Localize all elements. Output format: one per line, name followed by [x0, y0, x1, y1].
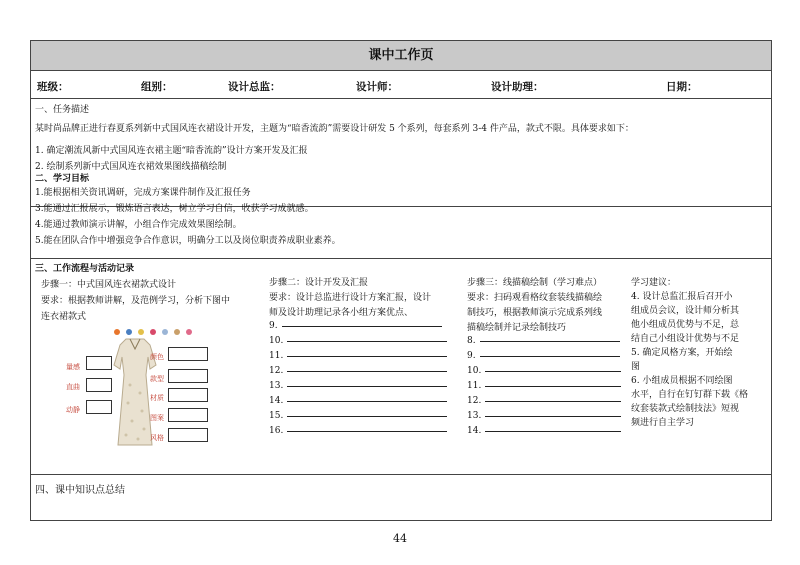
- record-line-number: 13.: [467, 411, 482, 421]
- task-intro: 某时尚品牌正进行春夏系列新中式国风连衣裙设计开发，主题为“暗香流韵”需要设计研发 5 个系列，每套系列 3-4 件产品，款式不限。具体要求如下：: [35, 124, 634, 134]
- tips-line: 6. 小组成员根据不同绘图: [631, 376, 733, 386]
- step1-requirement: 要求：根据教师讲解，及范例学习，分析下图中: [41, 296, 231, 306]
- attribute-input-box[interactable]: [168, 347, 208, 361]
- record-line-number: 9.: [269, 321, 278, 331]
- attribute-label: 款型: [150, 375, 164, 383]
- record-line-number: 10.: [269, 336, 284, 346]
- record-line-number: 15.: [269, 411, 284, 421]
- attribute-label: 颜色: [150, 353, 164, 361]
- record-blank-line[interactable]: [287, 340, 447, 342]
- section-heading: 四、课中知识点总结: [35, 485, 125, 496]
- goal-item: 5.能在团队合作中增强竞争合作意识，明确分工以及岗位职责养成职业素养。: [35, 236, 341, 246]
- step3-requirement: 描稿绘制并记录绘制技巧: [467, 323, 567, 333]
- color-swatch: [186, 329, 192, 335]
- step3-requirement: 要求：扫码观看格纹套装线描稿绘: [467, 293, 603, 303]
- attribute-label: 图案: [150, 414, 164, 422]
- record-line-number: 13.: [269, 381, 284, 391]
- learning-goals-section: [31, 169, 771, 259]
- record-blank-line[interactable]: [282, 325, 442, 327]
- tips-line: 他小组成员优势与不足，总: [631, 320, 740, 330]
- record-line-number: 12.: [467, 396, 482, 406]
- knowledge-summary-section: [31, 475, 771, 521]
- record-blank-line[interactable]: [485, 385, 621, 387]
- record-line-number: 12.: [269, 366, 284, 376]
- tips-line: 图: [631, 362, 641, 372]
- record-blank-line[interactable]: [480, 355, 620, 357]
- color-swatch: [174, 329, 180, 335]
- record-line-number: 9.: [467, 351, 476, 361]
- section-heading: 三、工作流程与活动记录: [35, 264, 135, 274]
- attribute-input-box[interactable]: [168, 428, 208, 442]
- design-assistant-field: 设计助理：: [491, 81, 544, 93]
- attribute-input-box[interactable]: [86, 356, 112, 370]
- record-blank-line[interactable]: [485, 400, 621, 402]
- section-heading: 二、学习目标: [35, 174, 90, 184]
- record-blank-line[interactable]: [287, 370, 447, 372]
- attribute-label: 直曲: [66, 383, 80, 391]
- attribute-label: 风格: [150, 434, 164, 442]
- attribute-input-box[interactable]: [86, 378, 112, 392]
- tips-line: 频进行自主学习: [631, 418, 695, 428]
- record-line-number: 8.: [467, 336, 476, 346]
- task-item: 2. 绘制系列新中式国风连衣裙效果图线描稿绘制: [35, 162, 227, 172]
- attribute-label: 动静: [66, 406, 80, 414]
- worksheet-title: 课中工作页: [31, 41, 771, 71]
- step2-title: 步骤二：设计开发及汇报: [269, 278, 369, 288]
- record-blank-line[interactable]: [485, 415, 621, 417]
- attribute-input-box[interactable]: [168, 408, 208, 422]
- date-field: 日期：: [666, 81, 698, 93]
- record-blank-line[interactable]: [287, 355, 447, 357]
- record-line-number: 11.: [467, 381, 482, 391]
- record-line-number: 14.: [269, 396, 284, 406]
- tips-line: 水平，自行在钉钉群下载《格: [631, 390, 749, 400]
- record-blank-line[interactable]: [485, 430, 621, 432]
- task-item: 1. 确定潮流风新中式国风连衣裙主题“暗香流韵”设计方案开发及汇报: [35, 146, 308, 156]
- tips-line: 4. 设计总监汇报后召开小: [631, 292, 733, 302]
- attribute-input-box[interactable]: [86, 400, 112, 414]
- designer-field: 设计师：: [356, 81, 398, 93]
- attribute-label: 量感: [66, 363, 80, 371]
- step2-requirement: 要求：设计总监进行设计方案汇报，设计: [269, 293, 432, 303]
- tips-title: 学习建议：: [631, 278, 677, 288]
- design-director-field: 设计总监：: [228, 81, 281, 93]
- record-line-number: 16.: [269, 426, 284, 436]
- step2-requirement: 师及设计助理记录各小组方案优点、: [269, 308, 414, 318]
- class-field: 班级：: [37, 81, 69, 93]
- record-blank-line[interactable]: [480, 340, 620, 342]
- tips-line: 5. 确定风格方案，开始绘: [631, 348, 733, 358]
- step3-requirement: 制技巧，根据教师演示完成系列线: [467, 308, 603, 318]
- attribute-label: 材质: [150, 394, 164, 402]
- goal-item: 1.能根据相关资讯调研，完成方案课件制作及汇报任务: [35, 188, 251, 198]
- info-row: [31, 71, 771, 99]
- record-line-number: 11.: [269, 351, 284, 361]
- goal-item: 3.能通过汇报展示，锻炼语言表达，树立学习自信，收获学习成就感。: [35, 204, 314, 214]
- record-blank-line[interactable]: [485, 370, 621, 372]
- record-blank-line[interactable]: [287, 430, 447, 432]
- worksheet-table: [30, 40, 772, 521]
- tips-line: 纹套装款式绘制技法》短视: [631, 404, 740, 414]
- record-line-number: 10.: [467, 366, 482, 376]
- goal-item: 4.能通过教师演示讲解，小组合作完成效果图绘制。: [35, 220, 242, 230]
- record-blank-line[interactable]: [287, 400, 447, 402]
- step1-title: 步骤一：中式国风连衣裙款式设计: [41, 280, 177, 290]
- group-field: 组别：: [141, 81, 173, 93]
- record-line-number: 14.: [467, 426, 482, 436]
- section-heading: 一、任务描述: [35, 105, 90, 115]
- attribute-input-box[interactable]: [168, 388, 208, 402]
- record-blank-line[interactable]: [287, 415, 447, 417]
- tips-line: 组成员会议，设计师分析其: [631, 306, 740, 316]
- tips-line: 结自己小组设计优势与不足: [631, 334, 740, 344]
- page-number: 44: [393, 532, 407, 545]
- record-blank-line[interactable]: [287, 385, 447, 387]
- step1-requirement: 连衣裙款式: [41, 312, 87, 322]
- step3-title: 步骤三：线描稿绘制（学习难点）: [467, 278, 603, 288]
- attribute-input-box[interactable]: [168, 369, 208, 383]
